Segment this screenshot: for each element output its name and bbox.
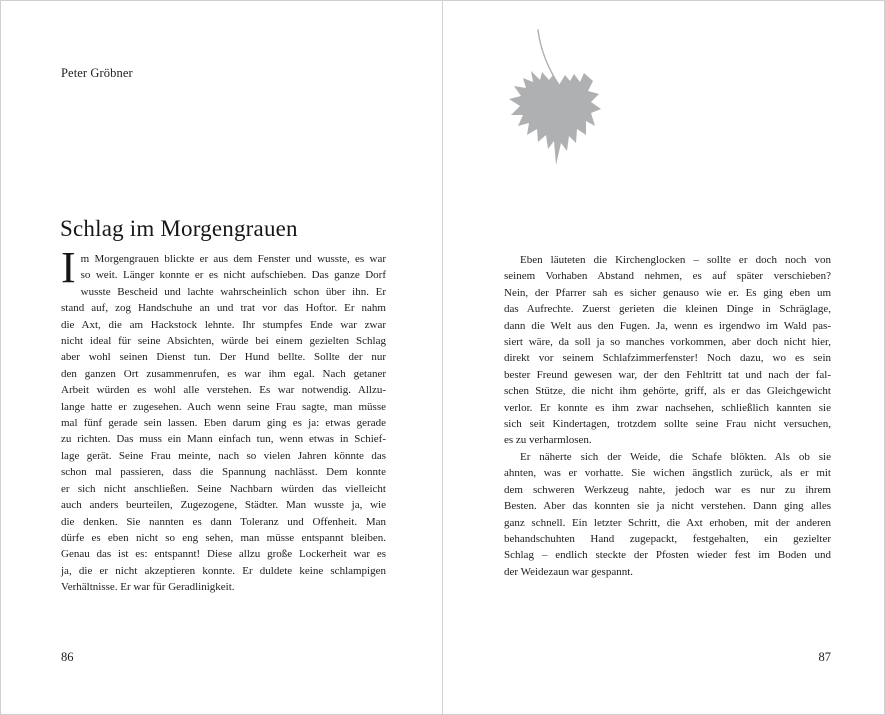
text-line: lange hatte er zugesehen. Auch wenn seine Frau sagte, man müsse xyxy=(61,400,386,413)
text-line: zu richten. Das muss ein Mann einfach tun, wenn etwas in Schief- xyxy=(61,433,386,446)
text-line: die Axt, die am Hackstock lehnte. Ihr stumpfes Ende war zwar xyxy=(61,318,386,331)
text-line: Schlag – endlich steckte der Pfosten wieder fest im Boden und xyxy=(504,549,831,562)
text-line: mal fünf gerade sein lassen. Eben darum ging es ja: etwas gerade xyxy=(61,417,386,430)
text-line: wusste Bescheid und lachte wahrscheinlich schon über ihn. Er xyxy=(80,285,386,298)
text-line: so weit. Länger konnte er es nicht aufschieben. Das ganze Dorf xyxy=(80,269,386,282)
text-line: auch anders beurteilen, Zugezogene, Städter. Man wusste ja, wie xyxy=(61,499,386,512)
text-line: seinem Vorhaben Abstand nehmen, es auf später verschieben? xyxy=(504,270,831,283)
author-name: Peter Gröbner xyxy=(61,66,133,80)
text-line: m Morgengrauen blickte er aus dem Fenster und wusste, es war xyxy=(80,253,386,265)
text-line: dürfe es eben nicht so eng sehen, man müsse entspannt bleiben. xyxy=(61,531,386,544)
text-line: Genau das ist es: entspannt! Diese allzu große Lockerheit war es xyxy=(61,548,386,561)
text-line: schen Stütze, die nicht ihm gehörte, griff, als er das Gleichgewicht xyxy=(504,385,831,398)
text-line: dem schweren Werkzeug nahte, jedoch war es nur zu ihrem xyxy=(504,483,831,496)
text-line: ahnten, was er vorhatte. Sie wichen ängstlich zurück, als er mit xyxy=(504,467,831,480)
text-line: aber wohl seinen Dienst tun. Der Hund bellte. Sollte der nur xyxy=(61,351,386,364)
text-line: Arbeit würden es wohl alle verstehen. Es war notwendig. Allzu- xyxy=(61,384,386,397)
text-line: Verhältnisse. Er war für Geradlinigkeit. xyxy=(61,581,235,594)
text-line: Besten. Aber das konnten sie ja nicht verstehen. Dann ging alles xyxy=(504,500,831,513)
text-line: Eben läuteten die Kirchenglocken – sollte er doch noch von xyxy=(520,254,831,266)
drop-cap: I xyxy=(61,243,76,292)
text-line: Er näherte sich der Weide, die Schafe blökten. Als ob sie xyxy=(520,450,831,463)
text-line: der Weidezaun war gespannt. xyxy=(504,565,634,578)
text-line: ja, die er nicht akzeptieren konnte. Er duldete keine schlampigen xyxy=(61,564,386,577)
right-page xyxy=(443,1,884,714)
text-line: den ganzen Ort zusammenrufen, es war ihm egal. Nach getaner xyxy=(61,367,386,380)
page-number: 87 xyxy=(818,650,831,664)
text-line: bester Freund gewesen war, der den Fehltritt tat und nach der fal- xyxy=(504,368,831,381)
text-line: behandschuhten Hand zugepackt, festgehalten, ein gezielter xyxy=(504,532,831,545)
story-text xyxy=(504,252,831,580)
text-line: das Aufrechte. Zuerst gerieten die kleinen Dinge in Schräglage, xyxy=(504,303,831,316)
text-line: lage gerät. Seine Frau meinte, nach so vielen Jahren könnte das xyxy=(61,449,386,462)
left-page xyxy=(1,1,442,714)
paragraph xyxy=(504,252,831,449)
vine-leaf-icon xyxy=(497,25,609,173)
text-line: Nein, der Pfarrer sah es sicher genauso wie er. Es ging eben um xyxy=(504,286,831,299)
text-line: verlor. Er konnte es ihm zwar nachsehen, schließlich kannten sie xyxy=(504,401,831,414)
leaf-blade-icon xyxy=(509,71,601,165)
text-line: schon mal passieren, dass die Spannung nachlässt. Dem konnte xyxy=(61,466,386,479)
text-line: direkt vor seinem Schlafzimmerfenster! Noch dazu, wo es sein xyxy=(504,352,831,365)
text-line: dann die Welt aus den Fugen. Ja, wenn es irgendwo im Wald pas- xyxy=(504,319,831,332)
text-line: es zu verharmlosen. xyxy=(504,434,592,447)
text-line: siert wäre, da soll ja so manches vorkommen, aber doch nicht hier, xyxy=(504,336,831,349)
text-line: nicht ideal für seine Absichten, würde bei einem gezielten Schlag xyxy=(61,335,386,348)
text-line: sich seit Kindertagen, trotzdem sollte seine Frau nicht versuchen, xyxy=(504,418,831,431)
text-line: er sich nicht anschließen. Seine Nachbarn würden das vielleicht xyxy=(61,482,386,495)
story-title: Schlag im Morgengrauen xyxy=(60,216,298,241)
page-number: 86 xyxy=(61,650,74,664)
text-line: die denken. Sie nannten es dann Toleranz und Offenheit. Man xyxy=(61,515,386,528)
paragraph xyxy=(504,449,831,580)
story-text xyxy=(61,243,386,596)
text-line: ganz schnell. Ein letzter Schritt, die Axt erhoben, mit der anderen xyxy=(504,516,831,529)
text-line: stand auf, zog Handschuhe an und trat vor das Hoftor. Er nahm xyxy=(61,302,386,315)
